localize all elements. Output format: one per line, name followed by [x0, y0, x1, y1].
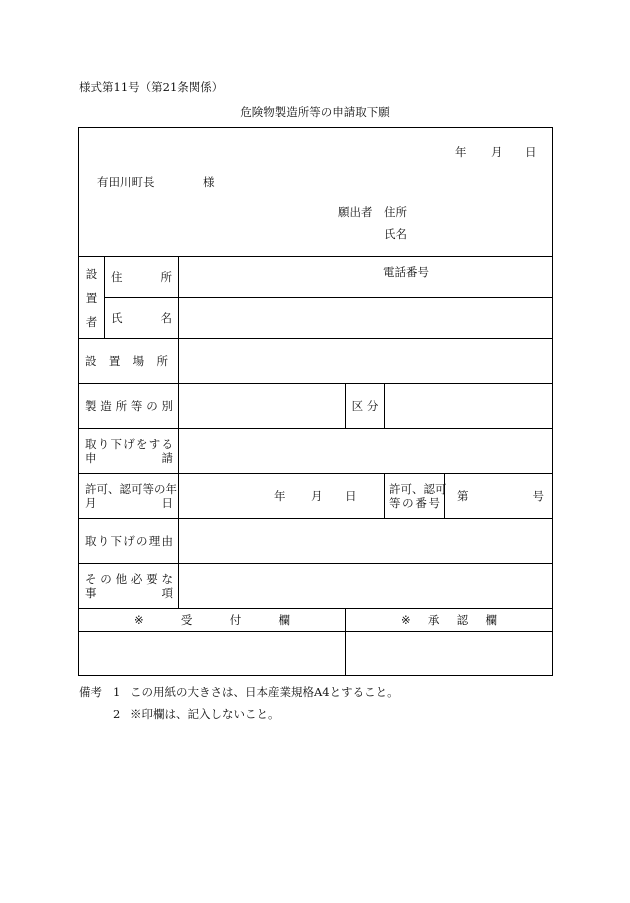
reason-label: 取 り 下 げ の 理 由 — [79, 519, 179, 564]
facility-type-label: 製 造 所 等 の 別 — [79, 384, 179, 429]
facility-type-field[interactable] — [179, 384, 346, 429]
installer-name-label: 氏 名 — [105, 298, 179, 339]
reception-field — [79, 632, 346, 676]
note-2: ※印欄は、記入しないこと。 — [130, 707, 280, 721]
approval-header: ※ 承 認 欄 — [346, 609, 553, 632]
phone-label: 電話番号 — [383, 265, 429, 279]
honorific: 様 — [203, 175, 215, 189]
permit-number-field[interactable]: 第 号 — [445, 474, 553, 519]
installer-name-field[interactable] — [179, 298, 553, 339]
other-items-label: そ の 他 必 要 な 事 項 — [79, 564, 179, 609]
classification-field[interactable] — [385, 384, 553, 429]
form-number: 様式第11号（第21条関係） — [79, 80, 224, 94]
permit-date-field[interactable]: 年 月 日 — [179, 474, 385, 519]
location-label: 設 置 場 所 — [79, 339, 179, 384]
approval-field — [346, 632, 553, 676]
other-items-field[interactable] — [179, 564, 553, 609]
application-form — [78, 127, 553, 676]
withdraw-application-field[interactable] — [179, 429, 553, 474]
note-1: この用紙の大きさは、日本産業規格A4とすること。 — [130, 685, 399, 699]
reason-field[interactable] — [179, 519, 553, 564]
installer-address-field[interactable] — [179, 257, 553, 298]
header-day: 日 — [525, 145, 537, 159]
classification-label: 区 分 — [346, 384, 385, 429]
location-field[interactable] — [179, 339, 553, 384]
installer-label: 設 置 者 — [79, 257, 105, 339]
form-title: 危険物製造所等の申請取下願 — [240, 105, 390, 119]
withdraw-application-label: 取 り 下 げ を す る 申 請 — [79, 429, 179, 474]
installer-address-label: 住 所 — [105, 257, 179, 298]
notes: 備考 1 この用紙の大きさは、日本産業規格A4とすること。 2 ※印欄は、記入しないこと。 — [79, 681, 399, 725]
header-month: 月 — [491, 145, 503, 159]
header-block — [79, 128, 553, 257]
permit-date-label: 許可、認可等の年 月 日 — [79, 474, 179, 519]
reception-header: ※ 受 付 欄 — [79, 609, 346, 632]
notes-label: 備考 — [79, 685, 102, 699]
applicant-address-label: 住所 — [384, 205, 407, 219]
applicant-label: 願出者 — [338, 205, 373, 219]
applicant-name-label: 氏名 — [384, 227, 407, 241]
permit-number-label: 許 可 、 認 可 等 の 番 号 — [385, 474, 445, 519]
header-year: 年 — [455, 145, 467, 159]
addressee: 有田川町長 — [97, 175, 155, 189]
